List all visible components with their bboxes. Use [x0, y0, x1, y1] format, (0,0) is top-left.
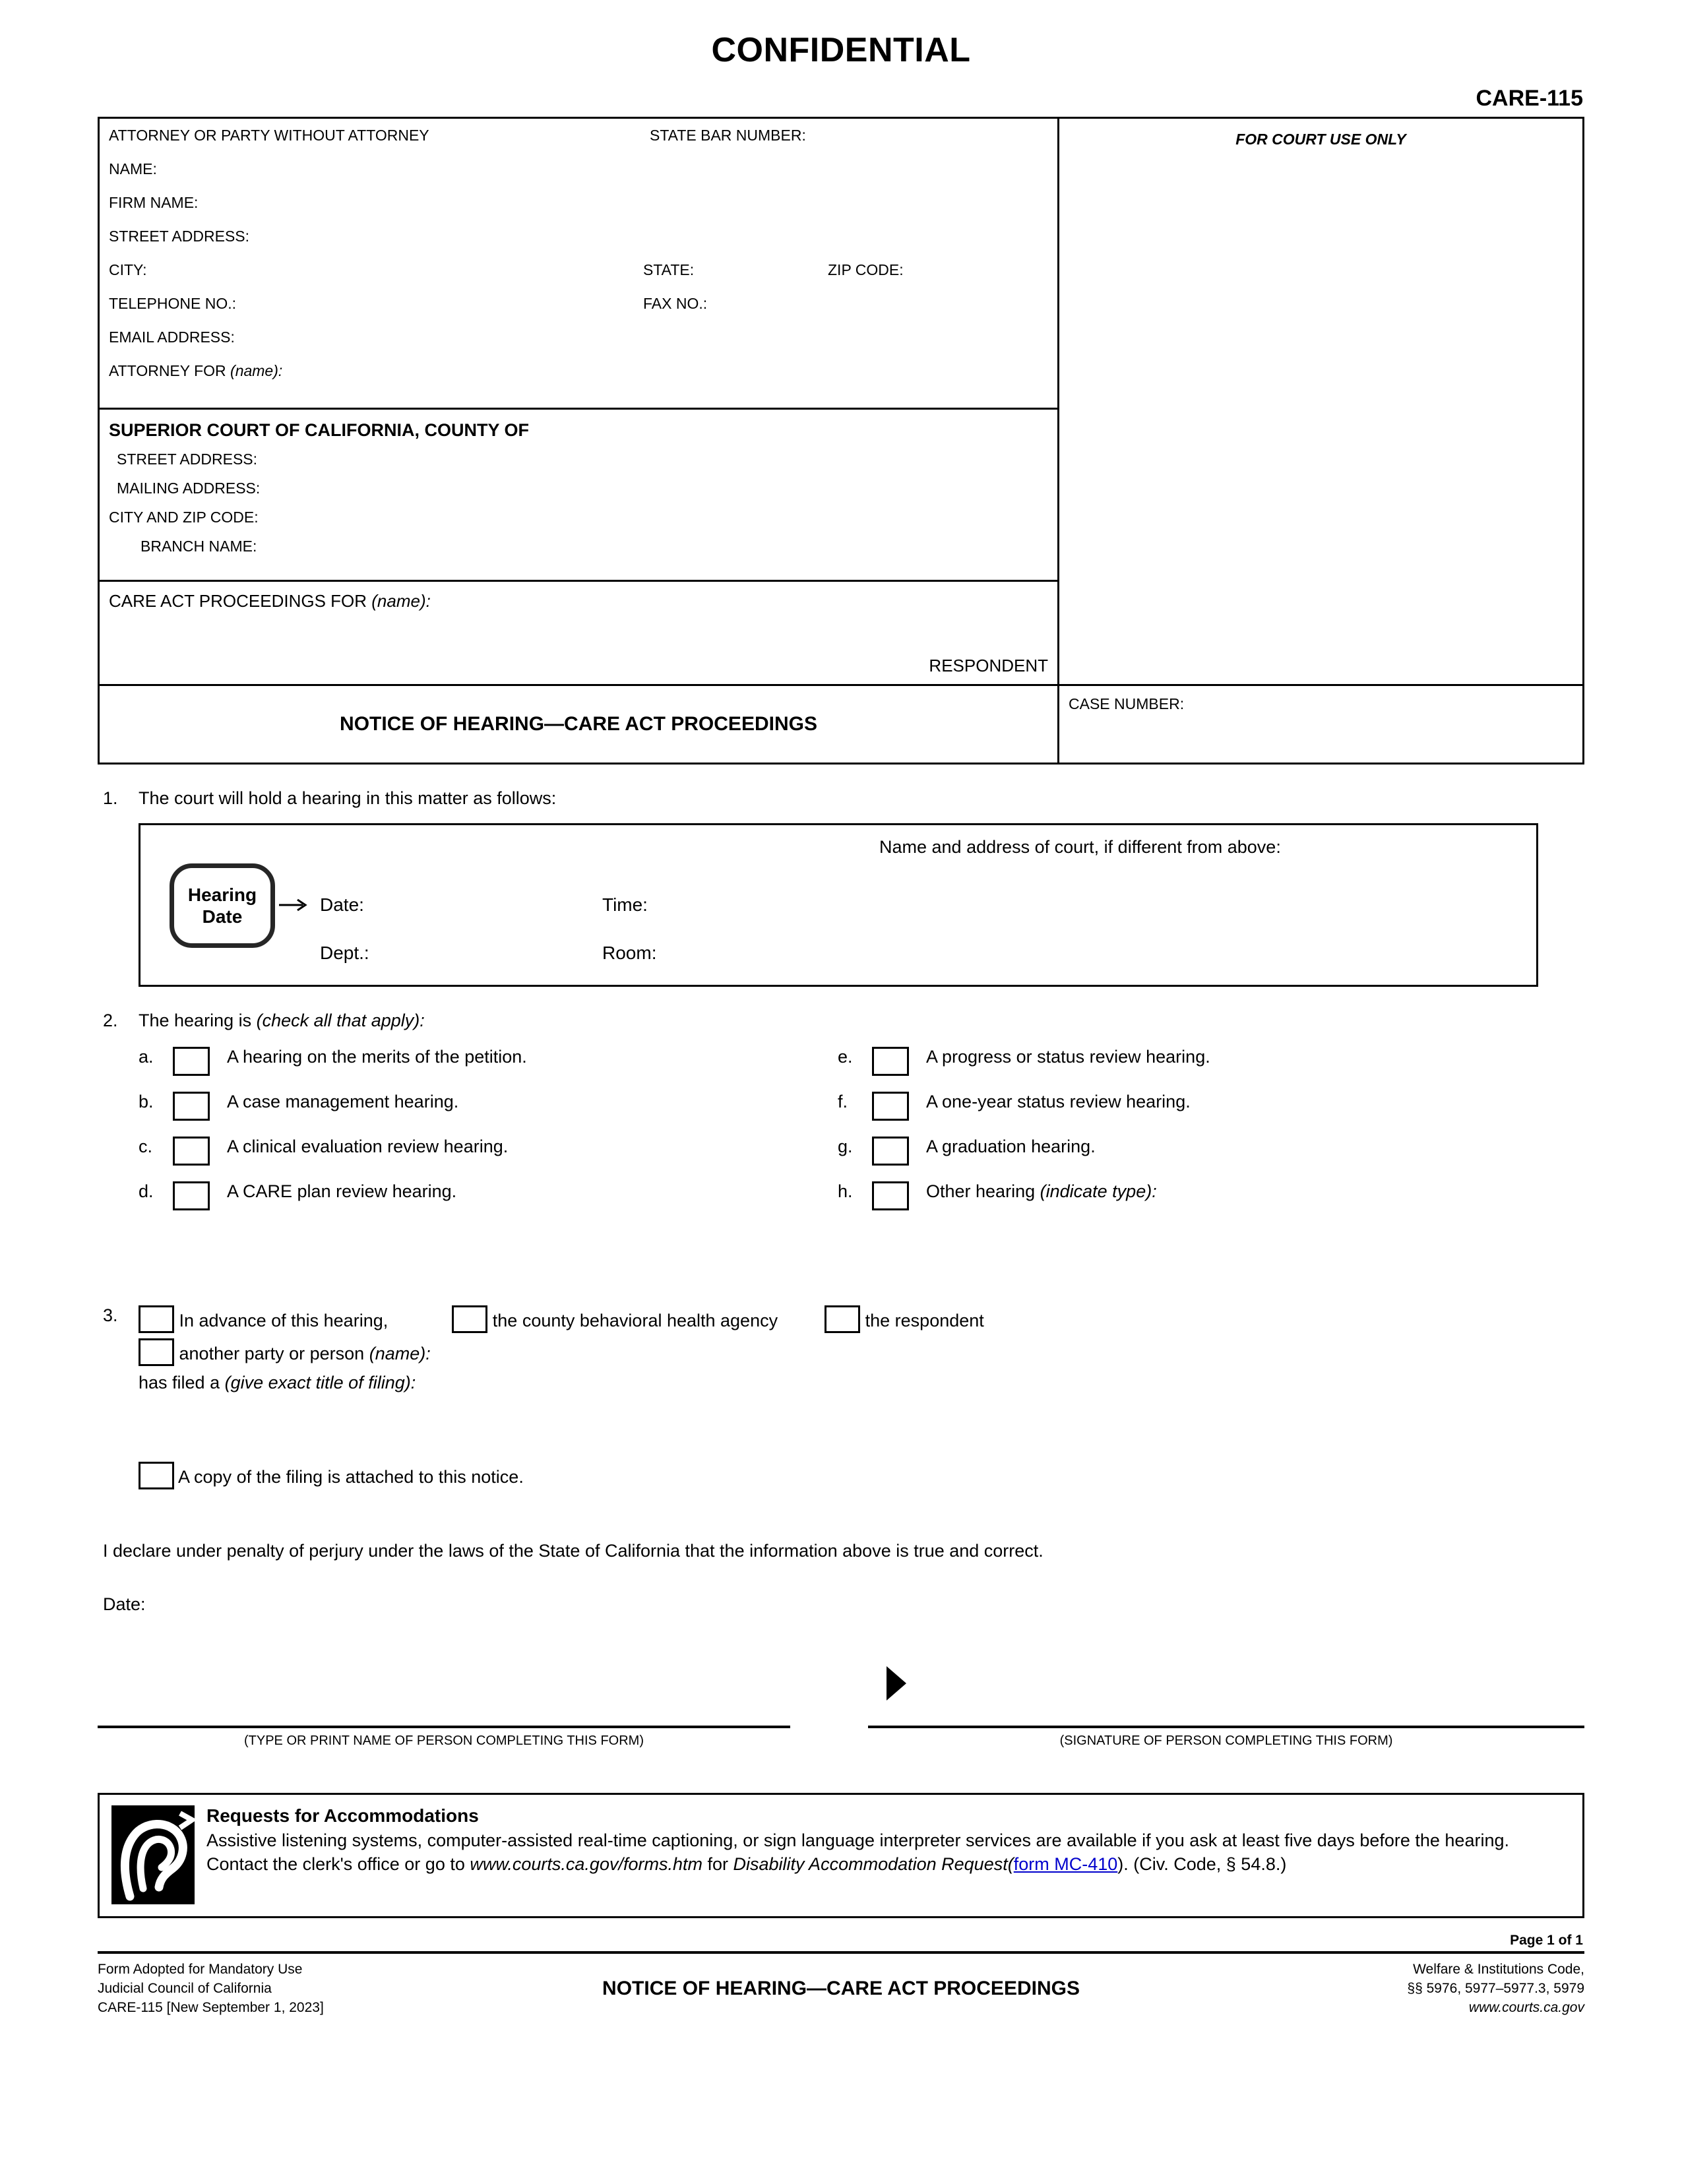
accommodations-box: [98, 1793, 1584, 1918]
court-branch-name-label: BRANCH NAME:: [140, 538, 257, 555]
attorney-for-row[interactable]: [109, 363, 1057, 397]
hearing-date-field[interactable]: [320, 894, 364, 916]
item-2-number: 2.: [103, 1011, 118, 1030]
option-c[interactable]: [139, 1137, 838, 1181]
declaration-date-label: Date:: [103, 1594, 146, 1614]
for-court-use-only-box: [1059, 119, 1582, 686]
item-2: [98, 1011, 1584, 1031]
hearing-type-options: [139, 1047, 1584, 1226]
footer-sections-line: §§ 5976, 5977–5977.3, 5979: [1407, 1980, 1584, 1996]
option-b-checkbox-wrap[interactable]: [173, 1092, 227, 1121]
ear-icon-svg: [111, 1805, 195, 1904]
item-3-agency-checkbox[interactable]: [452, 1305, 487, 1333]
option-d-letter: d.: [139, 1181, 154, 1201]
court-address-note: Name and address of court, if different from above:: [879, 837, 1281, 857]
street-address-row[interactable]: [109, 229, 1057, 263]
attorney-for-label: [109, 363, 282, 379]
option-e-checkbox[interactable]: [872, 1047, 909, 1076]
signature-pointer-icon: [887, 1666, 906, 1700]
option-b[interactable]: [139, 1092, 838, 1137]
footer-website-line: www.courts.ca.gov: [1468, 1999, 1584, 2015]
item-3-advance-checkbox[interactable]: [139, 1305, 174, 1333]
hearing-time-label: Time:: [602, 894, 648, 915]
item-3-other-party-checkbox[interactable]: [139, 1338, 174, 1366]
option-d-label: A CARE plan review hearing.: [227, 1181, 457, 1201]
accommodations-line-2b: for: [707, 1854, 729, 1874]
option-d-checkbox-wrap[interactable]: [173, 1181, 227, 1210]
item-3-other-party-row: [139, 1338, 1584, 1366]
court-block: [100, 410, 1057, 582]
option-g-letter: g.: [838, 1137, 853, 1156]
item-3-attached-label: A copy of the filing is attached to this notice.: [178, 1467, 524, 1487]
case-number-box[interactable]: [1059, 686, 1582, 763]
care-act-proceedings-row[interactable]: [109, 591, 1057, 611]
option-a-letter: a.: [139, 1047, 154, 1067]
option-d-checkbox[interactable]: [173, 1181, 210, 1210]
state-label: STATE:: [643, 261, 695, 278]
page-number: Page 1 of 1: [1510, 1933, 1583, 1948]
hearing-date-badge-line1: Hearing: [187, 884, 257, 905]
assistive-listening-ear-icon: [111, 1805, 195, 1904]
attorney-for-text: ATTORNEY FOR: [109, 362, 226, 379]
hearing-date-badge: [170, 863, 275, 948]
item-3-respondent-checkbox[interactable]: [825, 1305, 860, 1333]
footer-code-line: Welfare & Institutions Code,: [1413, 1962, 1584, 1977]
item-3-other-party-hint: (name):: [369, 1344, 431, 1363]
item-3-agency-label: the county behavioral health agency: [492, 1311, 778, 1330]
signature-line[interactable]: [868, 1726, 1584, 1728]
court-street-address-label: STREET ADDRESS:: [117, 451, 258, 468]
attorney-heading-row: [109, 128, 1057, 162]
hearing-dept-field[interactable]: [320, 943, 369, 964]
signature-area: [98, 1678, 1584, 1764]
option-h-checkbox[interactable]: [872, 1181, 909, 1210]
accommodations-line-1: Assistive listening systems, computer-assisted real-time captioning, or sign language interpreter services are available if: [206, 1830, 1151, 1850]
caption-left-column: [100, 119, 1059, 763]
form-mc-410-link[interactable]: form MC-410: [1013, 1854, 1118, 1874]
care-act-proceedings-hint: (name):: [371, 591, 431, 611]
footer-council-line: Judicial Council of California: [98, 1980, 272, 1996]
option-b-checkbox[interactable]: [173, 1092, 210, 1121]
attorney-for-hint: (name):: [230, 362, 283, 379]
hearing-details-box: [139, 823, 1538, 987]
telephone-label: TELEPHONE NO.:: [109, 295, 236, 312]
option-f[interactable]: [838, 1092, 1537, 1137]
option-f-label: A one-year status review hearing.: [926, 1092, 1191, 1111]
form-code-label: CARE-115: [1476, 86, 1583, 111]
item-3-line-1-content: [139, 1305, 984, 1333]
option-f-letter: f.: [838, 1092, 848, 1111]
option-b-letter: b.: [139, 1092, 154, 1111]
court-city-zip-row[interactable]: [109, 510, 1057, 539]
form-title: NOTICE OF HEARING—CARE ACT PROCEEDINGS: [340, 713, 817, 735]
hearing-room-label: Room:: [602, 943, 657, 963]
option-e-checkbox-wrap[interactable]: [872, 1047, 926, 1076]
option-e[interactable]: [838, 1047, 1537, 1092]
attorney-block: [100, 119, 1057, 410]
caption-right-column: [1059, 119, 1582, 763]
caption-table: [98, 117, 1584, 764]
item-3-number: 3.: [103, 1305, 118, 1325]
option-h-checkbox-wrap[interactable]: [872, 1181, 926, 1210]
option-c-checkbox[interactable]: [173, 1137, 210, 1166]
email-row[interactable]: [109, 330, 1057, 363]
court-mailing-address-label: MAILING ADDRESS:: [117, 480, 261, 497]
item-3-lead-text: In advance of this hearing,: [179, 1311, 389, 1330]
hearing-dept-label: Dept.:: [320, 943, 369, 963]
item-3-filed-row[interactable]: [139, 1373, 1584, 1393]
court-branch-name-row[interactable]: [109, 539, 1057, 568]
item-3-respondent-label: the respondent: [865, 1311, 984, 1330]
option-d[interactable]: [139, 1181, 838, 1226]
hearing-date-label: Date:: [320, 894, 364, 915]
form-sheet: [98, 0, 1584, 2018]
accommodations-line-3b: ). (Civ. Code, § 54.8.): [1117, 1854, 1287, 1874]
accommodations-line-2a: you ask at least five days before the hearing. Contact the clerk's office or go to: [206, 1830, 1509, 1874]
signature-caption: (SIGNATURE OF PERSON COMPLETING THIS FORM): [1059, 1733, 1393, 1748]
item-2-hint: (check all that apply):: [256, 1011, 425, 1030]
footer-adoption-line: Form Adopted for Mandatory Use: [98, 1962, 303, 1977]
accommodations-url: www.courts.ca.gov/forms.htm: [470, 1854, 702, 1874]
hearing-room-field[interactable]: [602, 943, 656, 964]
item-3-filed-text: has filed a: [139, 1373, 220, 1392]
option-h-label-wrap: [926, 1181, 1537, 1202]
item-1-number: 1.: [103, 788, 118, 808]
city-state-zip-row[interactable]: [109, 263, 1057, 296]
option-e-label: A progress or status review hearing.: [926, 1047, 1210, 1067]
print-name-line[interactable]: [98, 1726, 790, 1728]
accommodations-text: [206, 1829, 1569, 1876]
party-block: [100, 582, 1057, 686]
accommodations-paren-open: (: [1007, 1854, 1014, 1874]
option-g-checkbox[interactable]: [872, 1137, 909, 1166]
zip-code-label: ZIP CODE:: [828, 261, 904, 278]
accommodations-form-name: Disability Accommodation Request: [733, 1854, 1008, 1874]
option-a[interactable]: [139, 1047, 838, 1092]
footer-revision-line: CARE-115 [New September 1, 2023]: [98, 1999, 324, 2015]
form-title-block: [100, 686, 1057, 763]
hearing-date-badge-line2: Date: [202, 906, 243, 927]
declaration-date-field[interactable]: [98, 1594, 1584, 1615]
item-3-attached-row[interactable]: [139, 1462, 1584, 1489]
court-street-address-row[interactable]: [109, 452, 1057, 481]
item-3-attached-checkbox[interactable]: [139, 1462, 174, 1489]
firm-name-row[interactable]: [109, 195, 1057, 229]
footer: [98, 1960, 1584, 2018]
option-a-label: A hearing on the merits of the petition.: [227, 1047, 527, 1067]
item-3-other-party-label: another party or person: [179, 1344, 365, 1363]
option-f-checkbox[interactable]: [872, 1092, 909, 1121]
hearing-time-field[interactable]: [602, 894, 648, 916]
arrow-right-icon: [279, 896, 309, 914]
option-h-letter: h.: [838, 1181, 853, 1201]
option-g-checkbox-wrap[interactable]: [872, 1137, 926, 1166]
option-g-label: A graduation hearing.: [926, 1137, 1096, 1156]
firm-name-label: FIRM NAME:: [109, 194, 199, 211]
street-address-label: STREET ADDRESS:: [109, 228, 250, 245]
item-2-text: [139, 1011, 1584, 1031]
footer-right: [1123, 1960, 1584, 2018]
state-bar-number-label: STATE BAR NUMBER:: [650, 127, 806, 144]
item-1: [98, 788, 1584, 809]
case-number-label: CASE NUMBER:: [1069, 695, 1185, 712]
option-h[interactable]: [838, 1181, 1537, 1226]
option-c-label: A clinical evaluation review hearing.: [227, 1137, 509, 1156]
fax-label: FAX NO.:: [643, 295, 708, 312]
city-label: CITY:: [109, 261, 147, 278]
court-mailing-address-row[interactable]: [109, 481, 1057, 510]
item-2-lead: The hearing is: [139, 1011, 252, 1030]
option-h-label: Other hearing: [926, 1181, 1036, 1201]
item-3-filed-hint: (give exact title of filing):: [224, 1373, 416, 1392]
item-1-text: The court will hold a hearing in this matter as follows:: [139, 788, 557, 808]
footer-rule: [98, 1951, 1584, 1954]
court-city-zip-label: CITY AND ZIP CODE:: [109, 509, 259, 526]
option-a-checkbox[interactable]: [173, 1047, 210, 1076]
confidential-banner: CONFIDENTIAL: [711, 31, 971, 69]
footer-center-title: NOTICE OF HEARING—CARE ACT PROCEEDINGS: [602, 1978, 1080, 2000]
attorney-name-label: NAME:: [109, 160, 157, 177]
telephone-fax-row[interactable]: [109, 296, 1057, 330]
item-3-line-1: [98, 1305, 1584, 1333]
email-label: EMAIL ADDRESS:: [109, 328, 235, 346]
print-name-caption: (TYPE OR PRINT NAME OF PERSON COMPLETING THIS FORM): [244, 1733, 644, 1748]
respondent-label: RESPONDENT: [929, 656, 1048, 675]
item-3-sub-lines: [139, 1338, 1584, 1393]
for-court-use-only-label: FOR COURT USE ONLY: [1235, 131, 1406, 148]
accommodations-title: Requests for Accommodations: [206, 1805, 479, 1826]
option-a-checkbox-wrap[interactable]: [173, 1047, 227, 1076]
option-b-label: A case management hearing.: [227, 1092, 459, 1111]
option-g[interactable]: [838, 1137, 1537, 1181]
care-act-proceedings-label: CARE ACT PROCEEDINGS FOR: [109, 591, 367, 611]
item-3: [98, 1305, 1584, 1489]
option-h-hint: (indicate type):: [1040, 1181, 1157, 1201]
hearing-type-options-left: [139, 1047, 838, 1226]
option-f-checkbox-wrap[interactable]: [872, 1092, 926, 1121]
accommodations-body: [206, 1805, 1569, 1904]
hearing-type-options-right: [838, 1047, 1537, 1226]
option-c-checkbox-wrap[interactable]: [173, 1137, 227, 1166]
option-c-letter: c.: [139, 1137, 153, 1156]
perjury-declaration: I declare under penalty of perjury under the laws of the State of California that the information above is true and correct.: [103, 1541, 1043, 1561]
attorney-heading: ATTORNEY OR PARTY WITHOUT ATTORNEY: [109, 127, 429, 144]
superior-court-title: SUPERIOR COURT OF CALIFORNIA, COUNTY OF: [109, 420, 530, 440]
attorney-name-row[interactable]: [109, 162, 1057, 195]
footer-left: [98, 1960, 559, 2018]
option-e-letter: e.: [838, 1047, 853, 1067]
